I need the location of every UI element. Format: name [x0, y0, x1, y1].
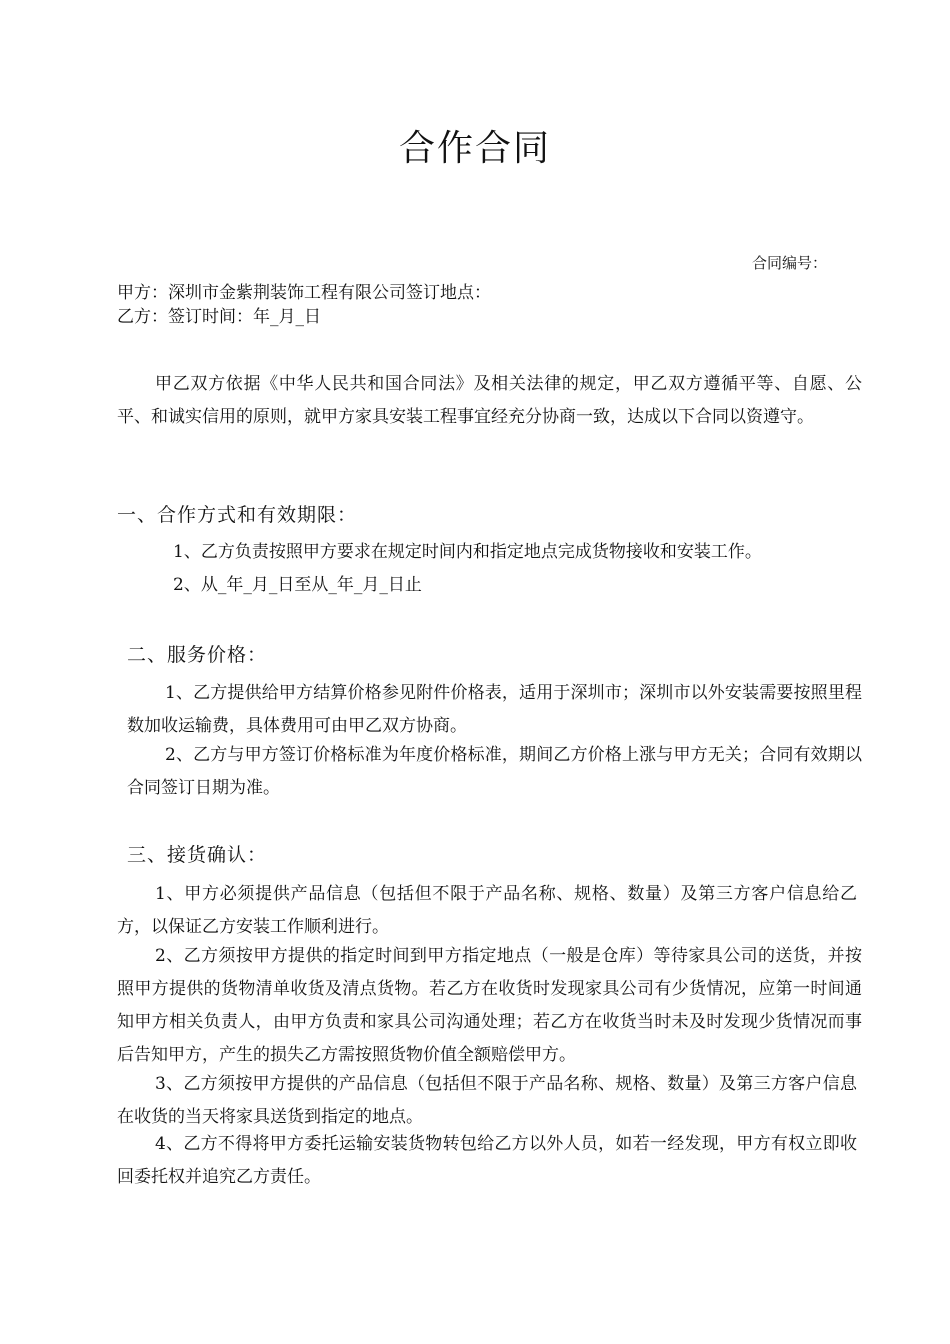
document-title: 合作合同: [398, 128, 551, 169]
section-1-item-2: 2、从_年_月_日至从_年_月_日止: [173, 575, 422, 595]
section-2-item-1: 1、乙方提供给甲方结算价格参见附件价格表，适用于深圳市；深圳市以外安装需要按照里程数加收运输费，具体费用可由甲乙双方协商。: [127, 683, 862, 736]
section-1-item-1: 1、乙方负责按照甲方要求在规定时间内和指定地点完成货物接收和安装工作。: [173, 542, 762, 562]
section-3-item-3: 3、乙方须按甲方提供的产品信息（包括但不限于产品名称、规格、数量）及第三方客户信息在收货的当天将家具送货到指定的地点。: [117, 1074, 857, 1127]
party-b-line: 乙方：签订时间：年_月_日: [117, 307, 321, 327]
section-3-item-4: 4、乙方不得将甲方委托运输安装货物转包给乙方以外人员，如若一经发现，甲方有权立即收回委托权并追究乙方责任。: [117, 1134, 857, 1187]
section-1-heading: 一、合作方式和有效期限：: [117, 504, 358, 526]
section-3-item-1: 1、甲方必须提供产品信息（包括但不限于产品名称、规格、数量）及第三方客户信息给乙方，以保证乙方安装工作顺利进行。: [117, 884, 857, 937]
section-2-heading: 二、服务价格：: [127, 644, 268, 666]
intro-paragraph: 甲乙双方依据《中华人民共和国合同法》及相关法律的规定，甲乙双方遵循平等、自愿、公平、和诚实信用的原则，就甲方家具安装工程事宜经充分协商一致，达成以下合同以资遵守。: [117, 374, 862, 427]
section-3-item-2: 2、乙方须按甲方提供的指定时间到甲方指定地点（一般是仓库）等待家具公司的送货，并按照甲方提供的货物清单收货及清点货物。若乙方在收货时发现家具公司有少货情况，应第一时间通知甲方相关负责人，由甲方负责和家具公司沟通处理；若乙方在收货当时未及时发现少货情况而事后告知甲方，产生的损失乙方需按照货物价值全额赔偿甲方。: [117, 946, 862, 1065]
section-3-heading: 三、接货确认：: [127, 844, 268, 866]
section-2-item-2: 2、乙方与甲方签订价格标准为年度价格标准，期间乙方价格上涨与甲方无关；合同有效期以合同签订日期为准。: [127, 745, 862, 798]
contract-number-label: 合同编号：: [752, 254, 828, 272]
party-a-line: 甲方：深圳市金紫荆装饰工程有限公司签订地点：: [117, 283, 491, 303]
